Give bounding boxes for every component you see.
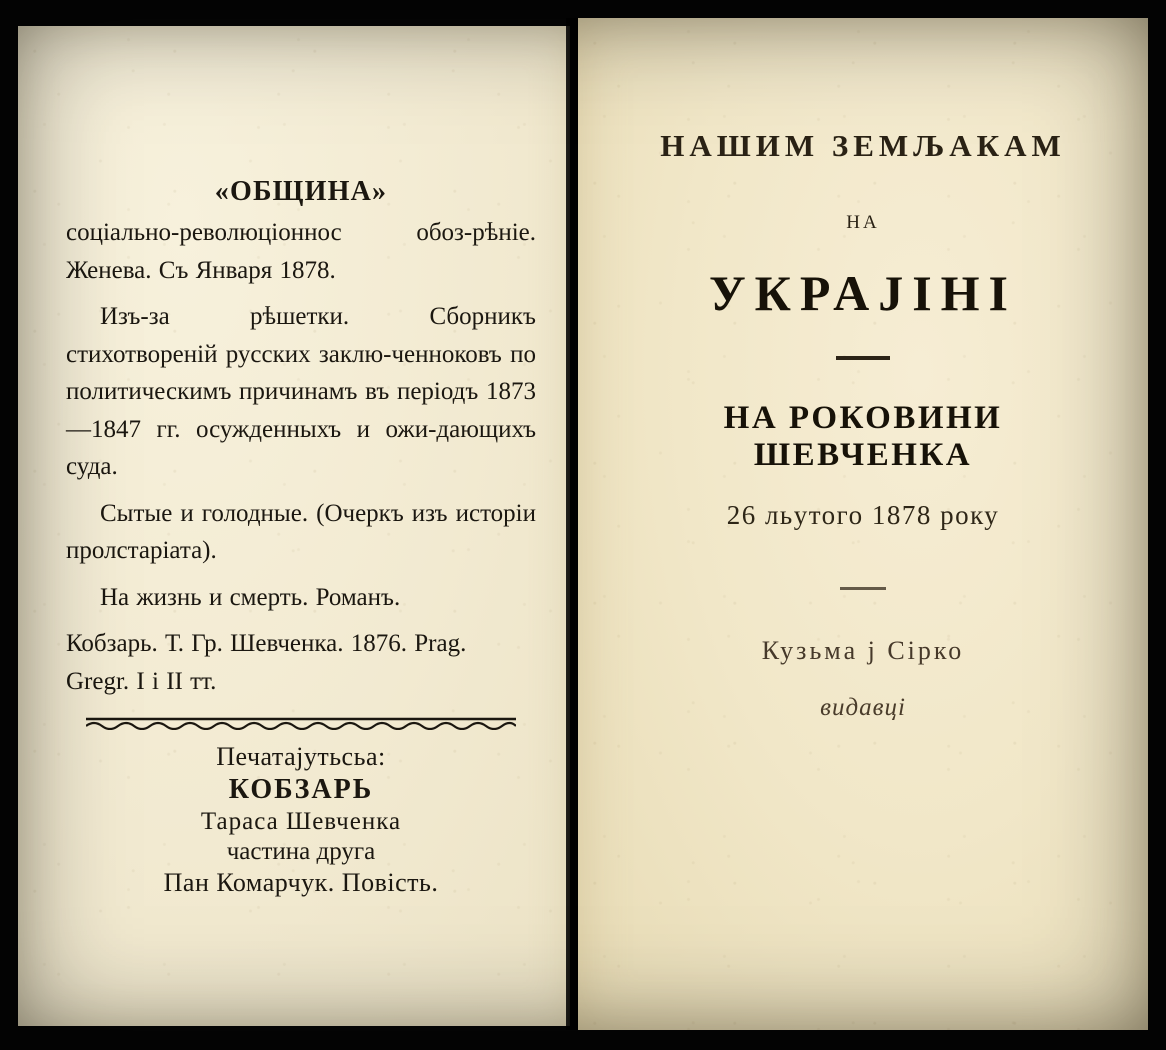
horizontal-rule-icon-secondary [840, 587, 886, 590]
left-page-paragraph: Сытые и голодные. (Очеркъ изъ исторіи пролстаріата). [66, 499, 536, 564]
wavy-divider-icon [86, 716, 516, 730]
left-page-subtitle: соціально-революціоннос обоз-рѣніе. Женева. Съ Января 1878. [66, 219, 536, 284]
right-page-role: видавці [820, 694, 906, 721]
right-page-date: 26 льутого 1878 року [726, 500, 1000, 530]
left-page-paragraph: Кобзарь. Т. Гр. Шевченка. 1876. Prag. Gregr. I i II тт. [66, 630, 467, 695]
horizontal-rule-icon [836, 356, 890, 360]
spacer [618, 590, 1108, 636]
footer-line: Тараса Шевченка [200, 808, 402, 835]
right-page-content [618, 128, 1108, 722]
right-page-heading: НАШИМ ЗЕМЉАКАМ [660, 128, 1066, 163]
right-page-preposition: НА [846, 212, 880, 233]
right-page [578, 18, 1148, 1030]
left-page-paragraph: Изъ-за рѣшетки. Сборникъ стихотвореній русских заклю-ченноковъ по политическимъ причинамъ въ періодъ 1873—1847 гг. осужденныхъ и ожи-дающихъ суда. [66, 303, 536, 480]
left-page-content [66, 176, 536, 898]
left-page-footer [66, 742, 536, 898]
footer-line: Печатајутьсьа: [216, 742, 386, 771]
left-page-title: «ОБЩИНА» [214, 176, 388, 207]
footer-line: Пан Комарчук. Повість. [163, 868, 439, 897]
footer-line: КОБЗАРЬ [228, 774, 374, 805]
left-page-paragraph: На жизнь и смерть. Романъ. [100, 583, 401, 611]
right-page-author: Кузьма ј Сірко [761, 636, 965, 665]
footer-line: частина друга [226, 838, 376, 865]
left-page [18, 26, 570, 1026]
right-page-occasion: НА РОКОВИНИ ШЕВЧЕНКА [723, 400, 1003, 473]
right-page-big-title: УКРАЈІНІ [708, 265, 1017, 321]
